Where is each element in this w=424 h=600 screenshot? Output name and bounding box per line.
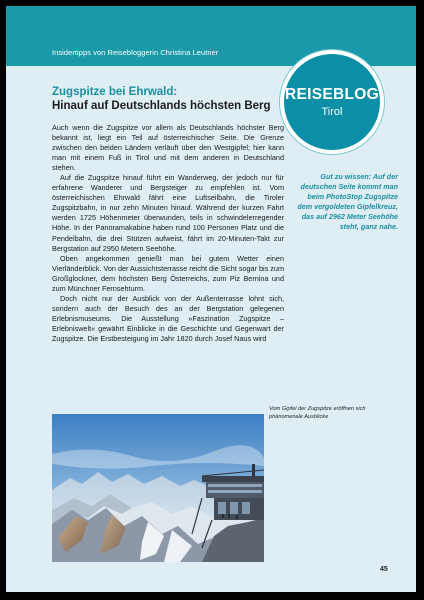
article-paragraph: Doch nicht nur der Ausblick von der Außenterrasse lohnt sich, sondern auch der Besuch des an der Bergstation gelegenen Erlebnismuseums. Die Ausstellung »Faszination Zugspitze – Erlebniswelt« gewährt Einblicke in die Geschichte und Gegenwart der Zugspitze. Die Erstbesteigung im Jahr 1820 durch Josef Naus wird xyxy=(52,293,284,343)
article-body xyxy=(52,123,284,344)
article-paragraph: Oben angekommen genießt man bei gutem Wetter einen Vierländerblick. Von der Aussichtsterrasse reicht die Sicht sogar bis zum Großglockner, dem höchsten Berg Österreichs, zum Piz Bernina und zum Münchner Fernsehturm. xyxy=(52,253,284,293)
badge-title: REISEBLOG xyxy=(285,86,379,103)
article xyxy=(52,86,284,344)
side-note: Gut zu wissen: Auf der deutschen Seite kommt man beim PhotoStop Zugspitze dem vergoldeten Gipfelkreuz, das auf 2962 Meter Seehöhe steht, ganz nahe. xyxy=(297,172,398,231)
magazine-page xyxy=(6,6,416,592)
article-headline-line2: Hinauf auf Deutschlands höchsten Berg xyxy=(52,100,271,112)
zugspitze-photo xyxy=(52,414,264,562)
article-paragraph: Auf die Zugspitze hinauf führt ein Wanderweg, der jedoch nur für erfahrene Wanderer und Bergsteiger zu empfehlen ist. Vom österreichischen Ehrwald fährt eine Luftseilbahn, die Tiroler Zugspitzbahn, in nur zehn Minuten hinauf. Während der kurzen Fahrt werden 1725 Höhenmeter überwunden, teils in schwindelerregender Höhe. In der Panoramakabine haben rund 100 Personen Platz und die Pendelbahn, die drei Stützen aufweist, fährt im 20-Minuten-Takt zur Bergstation auf 2950 Metern Seehöhe. xyxy=(52,173,284,253)
article-headline-line1: Zugspitze bei Ehrwald: xyxy=(52,86,178,98)
page-number: 45 xyxy=(380,566,388,573)
article-paragraph: Auch wenn die Zugspitze vor allem als Deutschlands höchster Berg bekannt ist, liegt ein Teil auf österreichischer Seite. Die Grenze zwischen den beiden Ländern verläuft über den Westgipfel; hier kann man mit einem Fuß in Tirol und mit dem anderen in Deutschland stehen. xyxy=(52,123,284,173)
badge-subtitle: Tirol xyxy=(321,106,343,118)
reiseblog-badge xyxy=(280,50,384,154)
header-kicker: Insidertipps von Reisebloggerin Christina Leutner xyxy=(52,48,219,57)
photo-caption: Vom Gipfel der Zugspitze eröffnen sich phänomenale Ausblicke xyxy=(269,406,366,420)
